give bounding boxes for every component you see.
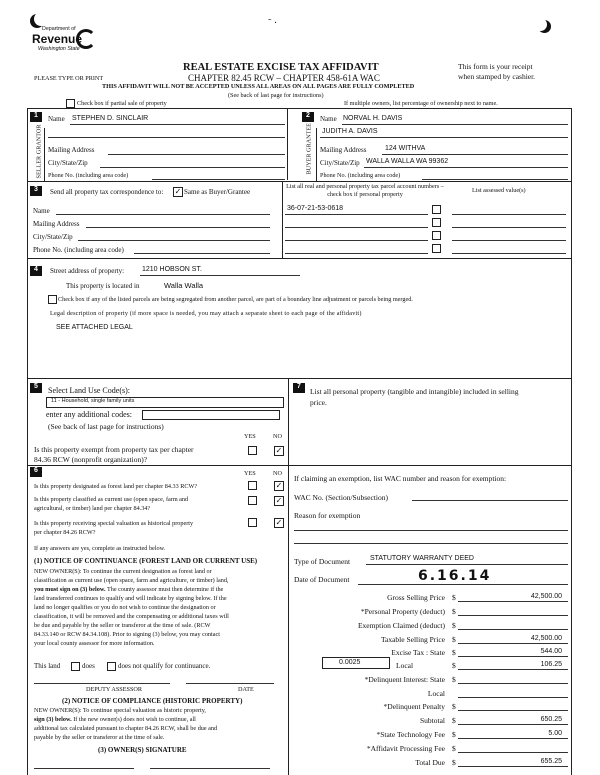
local-rate-value: 0.0025 <box>339 659 361 666</box>
fin-label-taxable: Taxable Selling Price <box>380 635 445 644</box>
personal-property-checkbox-1[interactable] <box>432 205 441 214</box>
does-label: does <box>82 662 95 670</box>
partial-sale-label: Check box if partial sale of property <box>77 100 167 107</box>
land-use-selected-value: 11 - Household, single family units <box>51 398 135 404</box>
exempt-yes-checkbox[interactable] <box>248 446 257 455</box>
seller-side-label: SELLER GRANTOR <box>35 124 43 179</box>
notice2-line2-bold: sign (3) below. <box>34 716 72 723</box>
form-subtitle: CHAPTER 82.45 RCW – CHAPTER 458-61A WAC <box>188 73 380 83</box>
segregated-label: Check box if any of the listed parcels are being segregated from another parcel, are part of a boundary line adjustment or parcels being merged. <box>58 296 413 303</box>
fin-label-exemption: Exemption Claimed (deduct) <box>357 621 445 630</box>
notice2-line2 <box>34 716 196 723</box>
street-address-value[interactable]: 1210 HOBSON ST. <box>142 266 202 273</box>
dollar-sign: $ <box>452 607 456 616</box>
seller-mailing-label: Mailing Address <box>48 146 95 154</box>
fin-value-subtotal[interactable]: 650.25 <box>540 716 562 723</box>
personal-property-checkbox-3[interactable] <box>432 231 441 240</box>
dollar-sign: $ <box>452 675 456 684</box>
dollar-sign: $ <box>452 702 456 711</box>
forest-no-checkbox[interactable]: ✓ <box>275 481 283 490</box>
fin-label-delinq-penalty: *Delinquent Penalty <box>383 702 445 711</box>
buyer-city-value[interactable]: WALLA WALLA WA 99362 <box>366 158 449 165</box>
personal-property-checkbox-4[interactable] <box>432 244 441 253</box>
corr-phone-label: Phone No. (including area code) <box>33 246 124 254</box>
logo-dept-line3: Washington State <box>38 46 80 52</box>
local-rate-box[interactable] <box>322 657 390 669</box>
select-land-use-label: Select Land Use Code(s): <box>48 386 130 395</box>
seller-city-label: City/State/Zip <box>48 159 88 167</box>
document-type-label: Type of Document <box>294 557 351 566</box>
owner-signature-title: (3) OWNER(S) SIGNATURE <box>98 746 187 754</box>
located-in-value[interactable]: Walla Walla <box>164 281 204 290</box>
seller-name-value[interactable]: STEPHEN D. SINCLAIR <box>72 115 149 122</box>
personal-property-checkbox-2[interactable] <box>432 218 441 227</box>
current-use-question-1: Is this property classified as current use (open space, farm and <box>34 496 189 503</box>
see-back-instructions: (See back of last page for instructions) <box>228 92 324 99</box>
exemption-claim-label: If claiming an exemption, list WAC number and reason for exemption: <box>294 474 507 483</box>
buyer-name-label: Name <box>320 115 337 123</box>
forest-yes-checkbox[interactable] <box>248 481 257 490</box>
parcels-header: List all real and personal property tax parcel account numbers – check box if personal property <box>286 183 444 198</box>
fin-label-gross: Gross Selling Price <box>387 593 445 602</box>
yes-header-6: YES <box>244 470 256 477</box>
current-use-yes-checkbox[interactable] <box>248 496 257 505</box>
does-not-checkbox[interactable] <box>107 662 116 671</box>
fin-value-gross[interactable]: 42,500.00 <box>530 593 562 600</box>
receipt-note-1: This form is your receipt <box>458 62 533 71</box>
section-number: 2 <box>302 112 314 122</box>
same-as-buyer-label: Same as Buyer/Grantee <box>184 188 251 196</box>
historic-no-checkbox[interactable]: ✓ <box>275 518 283 527</box>
this-land-label: This land <box>34 662 61 670</box>
dollar-sign: $ <box>452 716 456 725</box>
dollar-sign: $ <box>452 635 456 644</box>
multiple-owners-note: If multiple owners, list percentage of ownership next to name. <box>344 100 498 107</box>
document-date-value[interactable]: 6.16.14 <box>418 568 492 584</box>
seller-name-label: Name <box>48 115 65 123</box>
send-correspondence-label: Send all property tax correspondence to: <box>50 188 164 196</box>
legal-description-label: Legal description of property (if more space is needed, you may attach a separate sheet to each page of the affidavit) <box>50 310 362 317</box>
logo-dept-line2: Revenue <box>32 32 83 46</box>
historic-question-2: per chapter 84.26 RCW? <box>34 529 96 536</box>
notice1-line9: your local county assessor for more information. <box>34 640 155 647</box>
crescent-icon <box>34 12 48 26</box>
fin-label-total: Total Due <box>415 758 445 767</box>
please-type: PLEASE TYPE OR PRINT <box>34 75 104 82</box>
fin-label-personal: *Personal Property (deduct) <box>360 607 445 616</box>
exempt-no-checkbox[interactable]: ✓ <box>275 446 283 455</box>
buyer-mailing-label: Mailing Address <box>320 146 367 154</box>
notice2-line3: additional tax calculated pursuant to chapter 84.26 RCW, shall be due and <box>34 725 218 732</box>
exempt-question-2: 84.36 RCW (nonprofit organization)? <box>34 455 148 464</box>
notice1-line8: 84.33.140 or RCW 84.34.108). Prior to signing (3) below, you may contact <box>34 631 220 638</box>
dollar-sign: $ <box>452 661 456 670</box>
dollar-sign: $ <box>452 730 456 739</box>
land-use-see-back: (See back of last page for instructions) <box>48 422 164 431</box>
buyer-mailing-value[interactable]: 124 WITHVA <box>385 145 426 152</box>
same-as-buyer-checkbox[interactable]: ✓ <box>174 187 182 196</box>
swirl-icon <box>76 29 96 49</box>
does-not-label: does not qualify for continuance. <box>118 662 211 670</box>
fin-label-tech-fee: *State Technology Fee <box>376 730 445 739</box>
notice1-line3-bold: you must sign on (3) below. <box>34 586 106 593</box>
section-number: 7 <box>293 383 305 393</box>
notice1-line4: land transferred continues to qualify and will indicate by signing below. If the <box>34 595 227 602</box>
fin-label-subtotal: Subtotal <box>419 716 445 725</box>
fin-value-excise-state[interactable]: 544.00 <box>540 648 562 655</box>
fin-label-excise-local: Local <box>396 661 414 670</box>
street-address-label: Street address of property: <box>50 267 125 275</box>
notice2-line2-rest: If the new owner(s) does not wish to continue, all <box>71 716 196 723</box>
notice1-line2: classification as current use (open space, farm and agriculture, or timber) land, <box>34 577 229 584</box>
personal-property-label-1: List all personal property (tangible and intangible) included in selling <box>310 387 519 396</box>
notice2-line4: payable by the seller or transferor at the time of sale. <box>34 734 165 741</box>
acceptance-warning: THIS AFFIDAVIT WILL NOT BE ACCEPTED UNLESS ALL AREAS ON ALL PAGES ARE FULLY COMPLETED <box>102 83 415 90</box>
dollar-sign: $ <box>452 593 456 602</box>
yes-header: YES <box>244 433 256 440</box>
notice1-line1: NEW OWNER(S): To continue the current designation as forest land or <box>34 568 212 575</box>
logo-dept-line1: Department of <box>42 26 76 32</box>
seller-phone-label: Phone No. (including area code) <box>48 172 129 179</box>
located-in-label: This property is located in <box>66 282 140 290</box>
fin-value-total[interactable]: 655.25 <box>540 758 562 765</box>
section-number: 4 <box>30 266 42 276</box>
current-use-no-checkbox[interactable]: ✓ <box>275 496 283 505</box>
document-date-label: Date of Document <box>294 575 350 584</box>
form-title: REAL ESTATE EXCISE TAX AFFIDAVIT <box>183 62 379 73</box>
dollar-sign: $ <box>452 621 456 630</box>
current-use-question-2: agricultural, or timber) land per chapter 84.34? <box>34 505 151 512</box>
fin-label-excise-state: Excise Tax : State <box>391 648 445 657</box>
additional-codes-label: enter any additional codes: <box>46 410 132 419</box>
deputy-assessor-label: DEPUTY ASSESSOR <box>86 686 142 693</box>
moon-icon <box>534 18 547 31</box>
exempt-question-1: Is this property exempt from property tax per chapter <box>34 445 194 454</box>
fin-value-tech-fee[interactable]: 5.00 <box>548 730 562 737</box>
corr-city-label: City/State/Zip <box>33 233 73 241</box>
notice1-line3-rest: The county assessor must then determine if the <box>105 586 224 593</box>
notice1-line7: be due and payable by the seller or transferor at the time of sale. (RCW <box>34 622 211 629</box>
buyer-name-2[interactable]: JUDITH A. DAVIS <box>322 128 378 135</box>
dollar-sign: $ <box>452 744 456 753</box>
fin-value-taxable[interactable]: 42,500.00 <box>530 635 562 642</box>
exemption-reason-label: Reason for exemption <box>294 511 361 520</box>
fin-label-delinq-state: *Delinquent Interest: State <box>364 675 445 684</box>
buyer-name-1[interactable]: NORVAL H. DAVIS <box>343 115 403 122</box>
historic-yes-checkbox[interactable] <box>248 518 257 527</box>
section-number: 3 <box>30 186 42 196</box>
corr-mailing-label: Mailing Address <box>33 220 80 228</box>
scan-mark-icon: ˜ · <box>268 18 278 29</box>
fin-value-excise-local[interactable]: 106.25 <box>540 661 562 668</box>
notice1-line3 <box>34 586 223 593</box>
forest-land-question: Is this property designated as forest land per chapter 84.33 RCW? <box>34 483 198 490</box>
document-type-value[interactable]: STATUTORY WARRANTY DEED <box>370 555 474 562</box>
additional-codes-input[interactable] <box>142 410 280 420</box>
section-number: 5 <box>30 383 42 393</box>
receipt-note-2: when stamped by cashier. <box>458 72 536 81</box>
segregated-checkbox[interactable] <box>48 295 57 304</box>
section-number: 6 <box>30 467 42 477</box>
section-number: 1 <box>30 112 42 122</box>
land-use-select[interactable] <box>46 397 284 408</box>
no-header-6: NO <box>273 470 282 477</box>
dollar-sign: $ <box>452 758 456 767</box>
wac-label: WAC No. (Section/Subsection) <box>294 493 388 502</box>
assessed-header: List assessed value(s) <box>472 187 526 194</box>
notice2-line1: NEW OWNER(S): To continue special valuation as historic property, <box>34 707 206 714</box>
notice1-line5: land no longer qualifies or you do not wish to continue the designation or <box>34 604 216 611</box>
corr-name-label: Name <box>33 207 50 215</box>
buyer-city-label: City/State/Zip <box>320 159 360 167</box>
partial-sale-checkbox[interactable] <box>66 99 75 108</box>
notice-continuance-title: (1) NOTICE OF CONTINUANCE (FOREST LAND OR CURRENT USE) <box>34 557 258 565</box>
legal-description-value[interactable]: SEE ATTACHED LEGAL <box>56 324 133 331</box>
historic-question-1: Is this property receiving special valuation as historical property <box>34 520 194 527</box>
personal-property-label-2: price. <box>310 398 327 407</box>
buyer-phone-label: Phone No. (including area code) <box>320 172 401 179</box>
dollar-sign: $ <box>452 648 456 657</box>
buyer-side-label: BUYER GRANTEE <box>305 123 313 175</box>
date-label: DATE <box>238 686 254 693</box>
notice-compliance-title: (2) NOTICE OF COMPLIANCE (HISTORIC PROPERTY) <box>62 697 243 705</box>
if-yes-instruction: If any answers are yes, complete as instructed below. <box>34 545 166 552</box>
fin-label-delinq-local: Local <box>427 689 445 698</box>
notice1-line6: classification, it will be removed and the compensating or additional taxes will <box>34 613 229 620</box>
parcel-number-1[interactable]: 36-07-21-53-0618 <box>287 205 344 212</box>
does-checkbox[interactable] <box>71 662 80 671</box>
no-header: NO <box>273 433 282 440</box>
fin-label-affidavit-fee: *Affidavit Processing Fee <box>366 744 445 753</box>
